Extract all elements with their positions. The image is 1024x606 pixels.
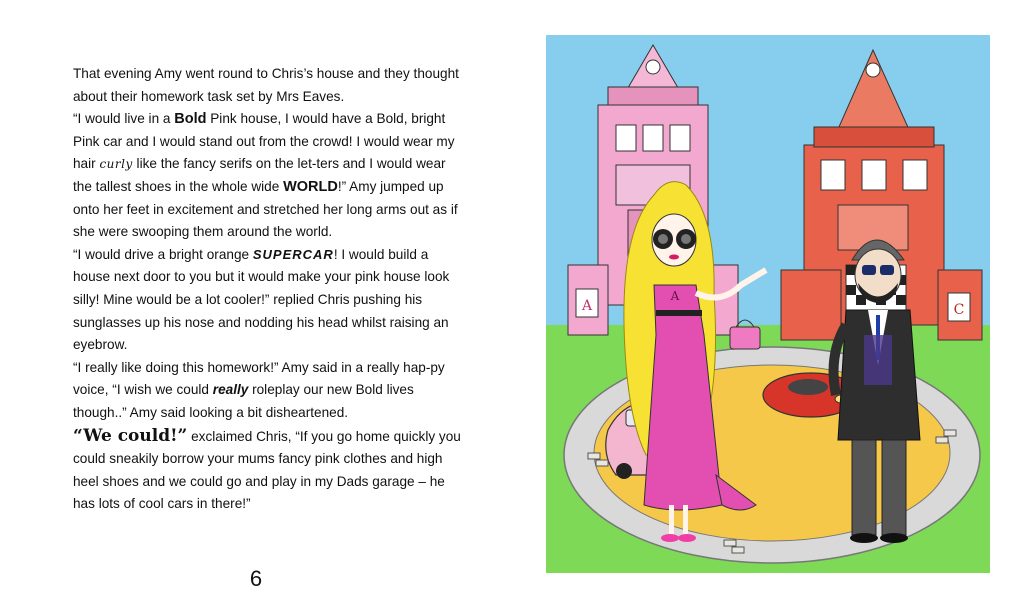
text-segment: exclaimed Chris, “If you go home quickly you could sneakily borrow your mums fancy pink clothes and high heel shoes and we could go and play in my Dads garage – he has lots of cool cars in there!” bbox=[73, 428, 461, 512]
text-segment: Pink house, I would have a Bold, bright Pink car and I would stand out from the crowd! I would wear my hair bbox=[73, 111, 455, 172]
text-segment: curly bbox=[99, 157, 133, 172]
para-4 bbox=[73, 357, 465, 425]
text-segment: “We could!” bbox=[73, 425, 188, 446]
text-segment: “I would drive a bright orange bbox=[73, 246, 253, 262]
text-segment: “I would live in a bbox=[73, 111, 175, 127]
para-2 bbox=[73, 108, 465, 244]
text-segment: WORLD bbox=[283, 178, 338, 195]
red-house-sign: C bbox=[953, 302, 965, 318]
text-segment: !” Amy jumped up onto her feet in excitement and stretched her long arms out as if she were swooping them around the world. bbox=[73, 178, 458, 240]
text-segment: really bbox=[212, 382, 249, 398]
para-3 bbox=[73, 244, 465, 357]
text-segment: ! I would build a house next door to you but it would make your pink house look silly! Mine would be a lot cooler!” replied Chris pushing his sunglasses up his nose and nodding his head whilst raising an eyebrow. bbox=[73, 246, 450, 353]
dress-letter: A bbox=[670, 289, 680, 303]
text-segment: “I really like doing this homework!” Amy said in a really hap-py voice, “I wish we could bbox=[73, 359, 445, 398]
text-segment: like the fancy serifs on the let-ters and I would wear the tallest shoes in the whole wide bbox=[73, 156, 446, 194]
text-segment: That evening Amy went round to Chris’s house and they thought about their homework task set by Mrs Eaves. bbox=[73, 66, 459, 104]
text-segment: SUPERCAR bbox=[252, 246, 334, 262]
page-number: 6 bbox=[249, 566, 263, 591]
story-text bbox=[73, 63, 465, 516]
story-illustration bbox=[546, 35, 990, 573]
text-segment: Bold bbox=[174, 111, 207, 128]
pink-house-sign: A bbox=[581, 298, 593, 314]
text-segment: roleplay our new Bold lives though..” Amy said looking a bit disheartened. bbox=[73, 382, 414, 420]
para-1 bbox=[73, 63, 465, 108]
para-5 bbox=[73, 425, 465, 516]
